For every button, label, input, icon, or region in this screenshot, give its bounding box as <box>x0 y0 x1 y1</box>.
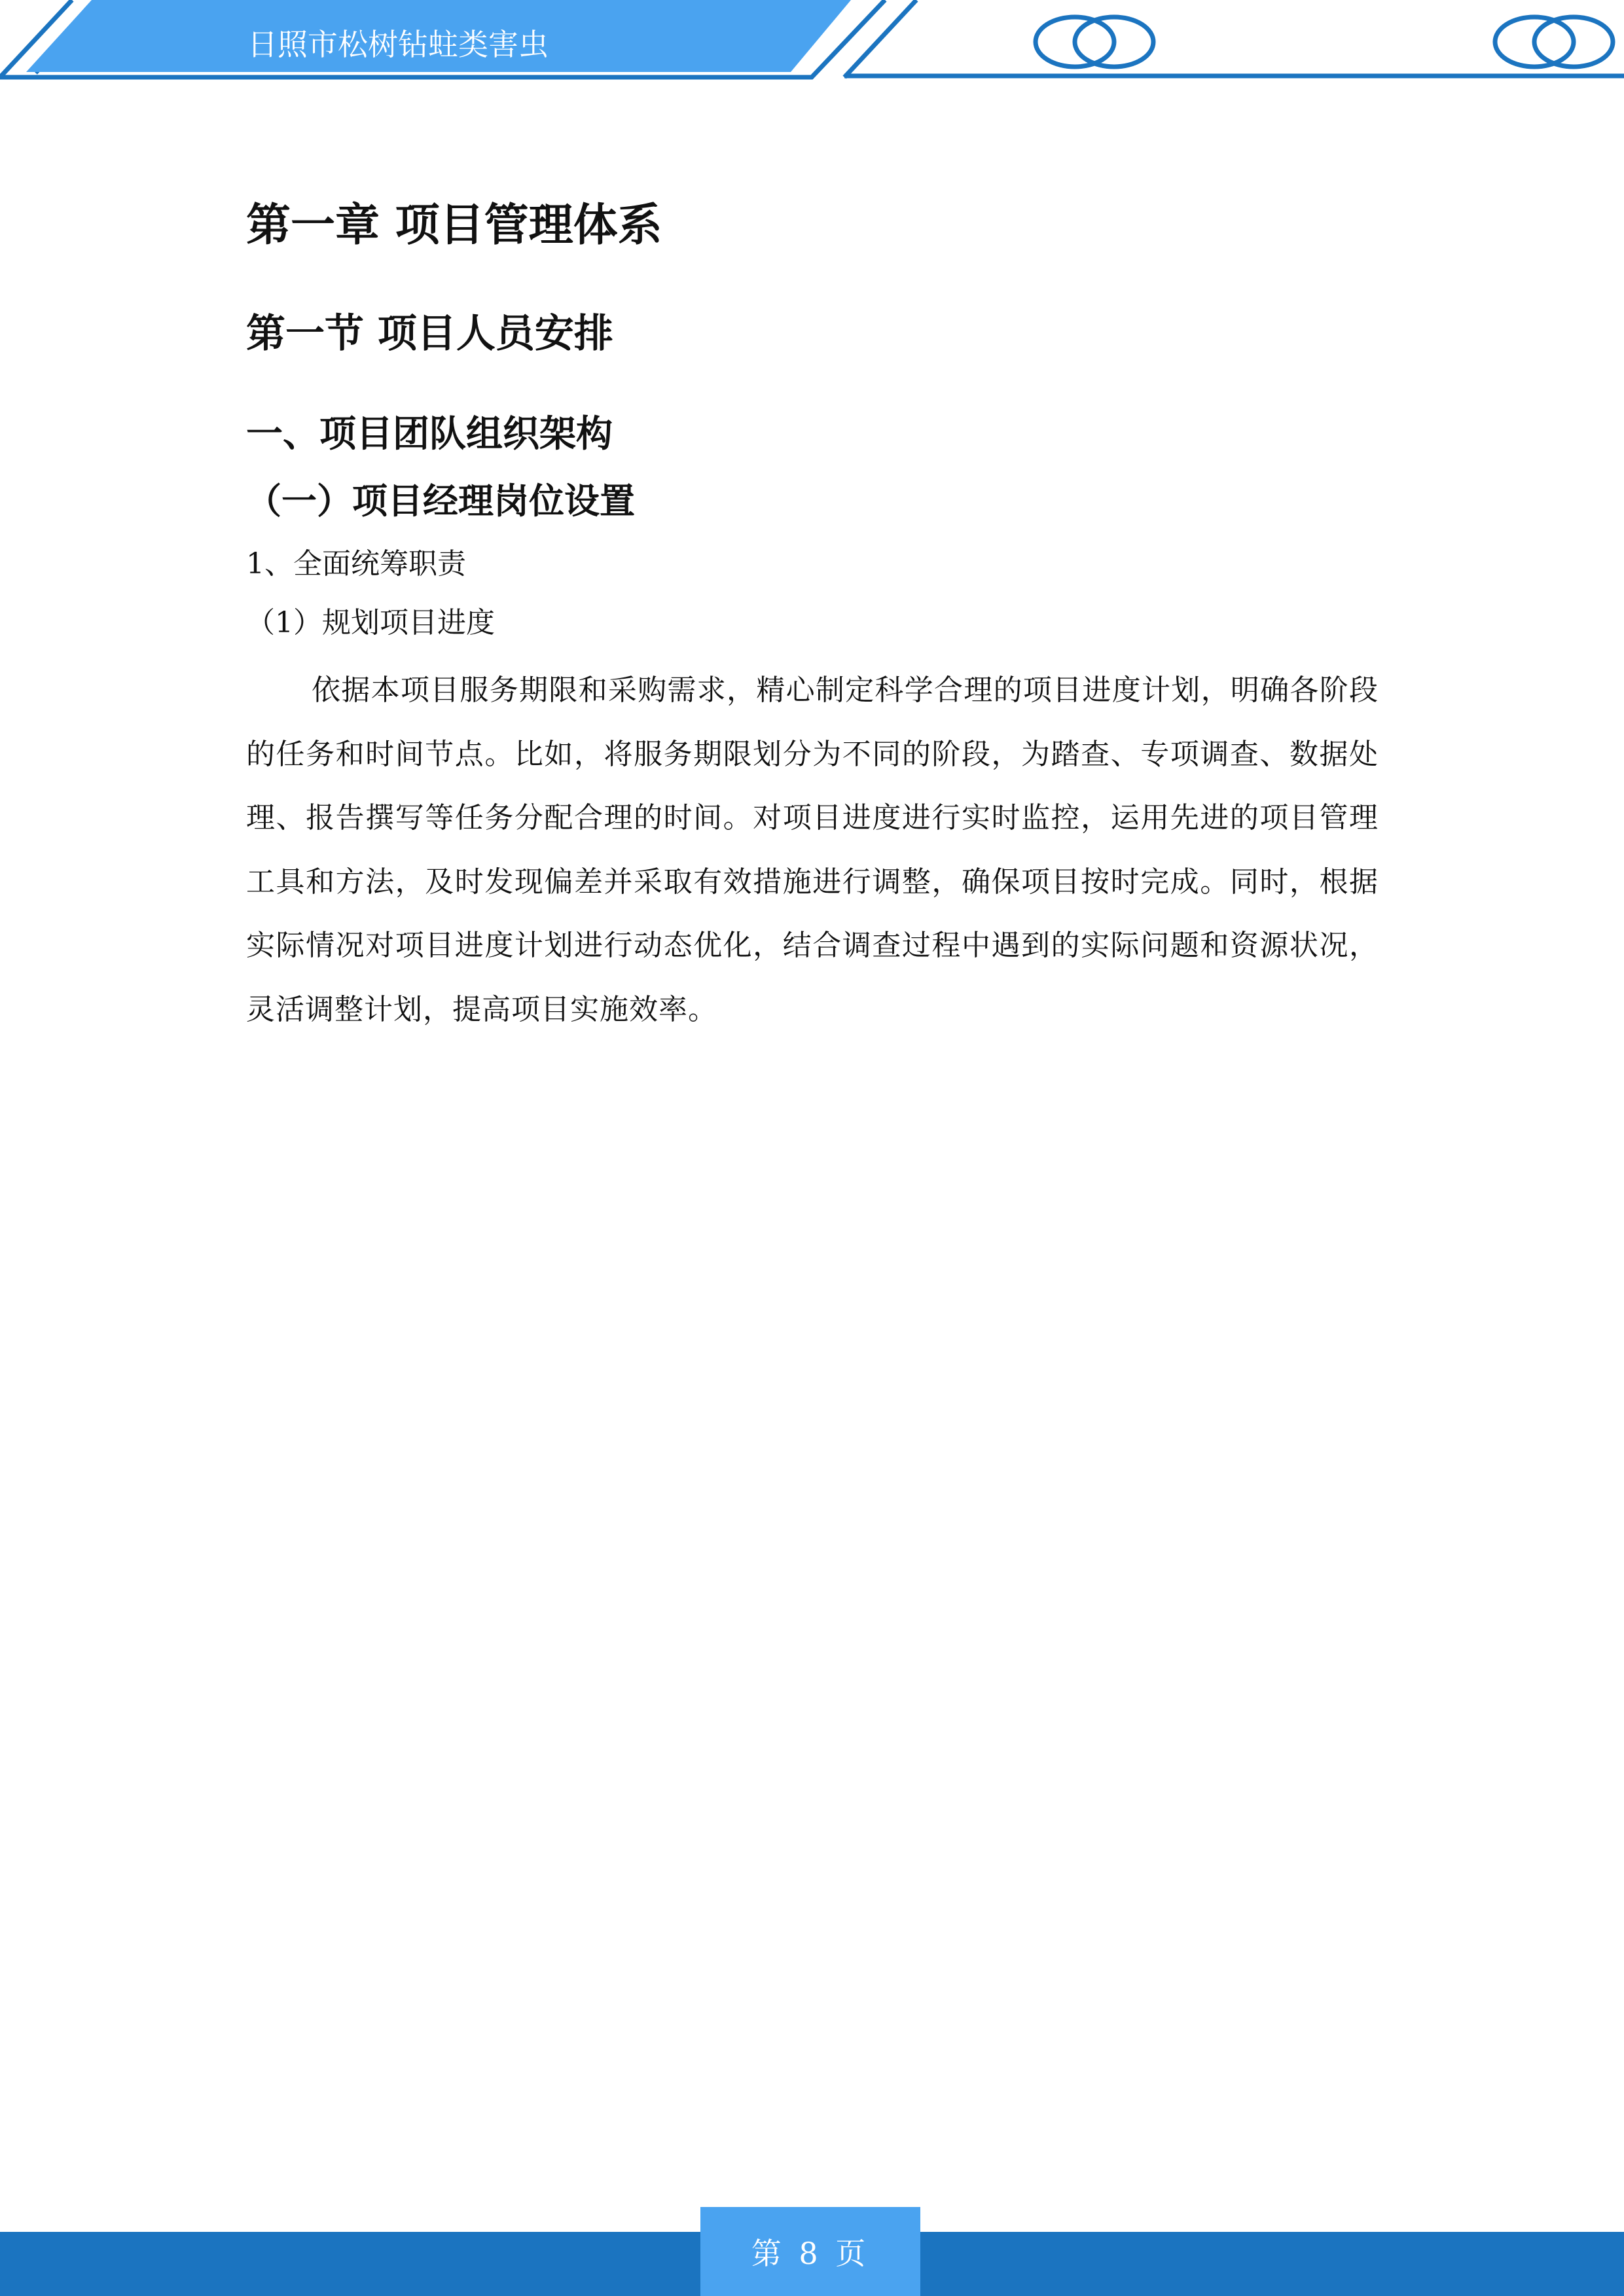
body-paragraph: 依据本项目服务期限和采购需求，精心制定科学合理的项目进度计划，明确各阶段的任务和时间节点。比如，将服务期限划分为不同的阶段，为踏查、专项调查、数据处理、报告撰写等任务分配合理的时间。对项目进度进行实时监控，运用先进的项目管理工具和方法，及时发现偏差并采取有效措施进行调整，确保项目按时完成。同时，根据实际情况对项目进度计划进行动态优化，结合调查过程中遇到的实际问题和资源状况，灵活调整计划，提高项目实施效率。 <box>246 673 1379 1026</box>
section-title: 第一节 项目人员安排 <box>246 311 613 357</box>
subsection-title: 一、项目团队组织架构 <box>246 413 613 456</box>
header-right-rail <box>844 0 916 77</box>
chapter-title: 第一章 项目管理体系 <box>246 200 662 251</box>
page-header <box>0 0 1624 85</box>
sub-heading: （一）项目经理岗位设置 <box>246 480 635 522</box>
ring-ornament-icon-1 <box>1036 17 1153 67</box>
header-decoration <box>0 0 1624 85</box>
header-title: 日照市松树钻蛀类害虫 <box>247 27 549 62</box>
sub-item-heading: （1）规划项目进度 <box>246 606 495 639</box>
footer-page-tab <box>700 2207 920 2296</box>
page-number: 第 8 页 <box>751 2236 870 2271</box>
ring-ornament-icon-2 <box>1495 17 1613 67</box>
item-heading: 1、全面统筹职责 <box>246 547 466 581</box>
